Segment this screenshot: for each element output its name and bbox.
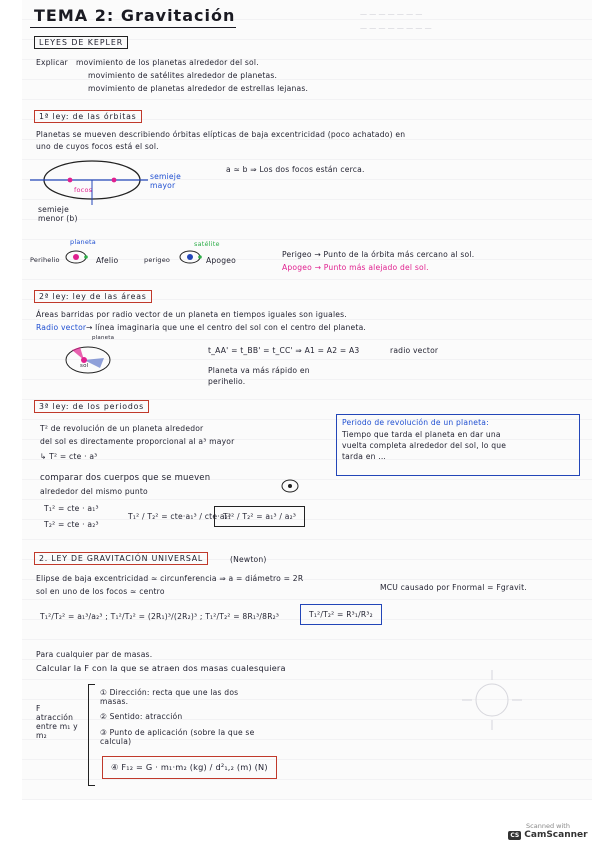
ley1-heading: 1ª ley: de las órbitas	[34, 110, 142, 123]
ley2-equation: t_AA' = t_BB' = t_CC' ⇒ A1 = A2 = A3	[208, 346, 360, 355]
ley2-perihelio: perihelio.	[208, 377, 246, 386]
planeta-label: planeta	[70, 238, 96, 246]
sol-label: sol	[80, 363, 89, 369]
ley3-t2: T₂² = cte · a₂³	[44, 520, 99, 529]
mcu-label: MCU causado por Fnormal = Fgravit.	[380, 583, 527, 592]
semieje-mayor-label: semieje mayor	[150, 172, 181, 190]
explicar-label: Explicar	[36, 58, 68, 67]
radio-vector-note: radio vector	[390, 346, 439, 355]
grav-boxed-result: T₁²/T₂² = R³₁/R³₂	[300, 604, 382, 625]
grav-bracket	[88, 684, 95, 786]
camscanner-name: CamScanner	[524, 830, 588, 840]
ley3-boxed-result: T₁² / T₂² = a₁³ / a₂³	[214, 506, 305, 527]
planeta-small-label: planeta	[92, 335, 115, 341]
grav-item: ③ Punto de aplicación (sobre la que se calcula)	[100, 728, 255, 746]
perigeo-definition: Perigeo → Punto de la órbita más cercano al sol.	[282, 250, 475, 259]
masas-text: Para cualquier par de masas.	[36, 650, 153, 659]
ley3-t1: T₁² = cte · a₁³	[44, 504, 99, 513]
sun-doodle	[452, 660, 532, 740]
periodo-def-line: vuelta completa alrededor del sol, lo que	[342, 441, 507, 450]
gravitation-formula: ④ F₁₂ = G · m₁·m₂ (kg) / d²₁,₂ (m) (N)	[102, 756, 277, 779]
gravitacion-heading: 2. LEY DE GRAVITACIÓN UNIVERSAL	[34, 552, 208, 565]
grav-item: ① Dirección: recta que une las dos masas.	[100, 688, 239, 706]
kepler-heading: LEYES DE KEPLER	[34, 36, 128, 49]
periodo-title: Periodo de revolución de un planeta:	[342, 418, 489, 427]
orbit-sun-icon	[62, 246, 92, 268]
perigeo-label: perigeo	[144, 256, 171, 264]
kepler-item: movimiento de planetas alrededor de estrellas lejanas.	[88, 84, 309, 93]
camscanner-logo	[505, 830, 591, 840]
ley2-text: → línea imaginaria que une el centro del sol con el centro del planeta.	[86, 323, 367, 332]
fatraccion-label: F atracción entre m₁ y m₂	[36, 704, 78, 740]
ley3-text: del sol es directamente proporcional al a³ mayor	[40, 437, 235, 446]
periodo-definition-box	[336, 414, 580, 476]
page-title: TEMA 2: Gravitación	[34, 6, 236, 25]
ley3-equation: ↳ T² = cte · a³	[40, 452, 98, 461]
ley3-comparar: comparar dos cuerpos que se mueven	[40, 473, 211, 483]
apogeo-label: Apogeo	[206, 256, 236, 265]
grav-text: sol en uno de los focos ≃ centro	[36, 587, 165, 596]
ley3-fraction: T₁² / T₂² = cte·a₁³ / cte·a₂³	[128, 512, 232, 521]
grav-equation: T₁²/T₂² = a₁³/a₂³ ; T₁²/T₂² = (2R₁)³/(2R₂)³ ; T₁²/T₂² = 8R₁³/8R₂³	[40, 612, 280, 621]
ley1-text: Planetas se mueven describiendo órbitas elípticas de baja excentricidad (poco achatado) en	[36, 130, 406, 139]
ley2-heading: 2ª ley: ley de las áreas	[34, 290, 152, 303]
apogeo-definition: Apogeo → Punto más alejado del sol.	[282, 263, 429, 272]
ley2-rapido: Planeta va más rápido en	[208, 366, 310, 375]
kepler-item: movimiento de los planetas alrededor del sol.	[76, 58, 259, 67]
ley3-text: T² de revolución de un planeta alrededor	[40, 424, 204, 433]
focos-label: focos	[74, 186, 93, 194]
radio-vector-label: Radio vector	[36, 323, 87, 332]
grav-text: Elipse de baja excentricidad ≃ circunferencia ⇒ a = diámetro = 2R	[36, 574, 304, 583]
semieje-menor-label: semieje menor (b)	[38, 205, 78, 223]
bleed-through-text: — — — — — — —	[360, 10, 423, 18]
cs-icon: CS	[510, 831, 520, 839]
title-underline	[30, 27, 236, 28]
afelio-label: Afelio	[96, 256, 119, 265]
periodo-def-line: tarda en ...	[342, 452, 387, 461]
orbit-doodle-icon	[280, 478, 300, 494]
masas-text: Calcular la F con la que se atraen dos masas cualesquiera	[36, 663, 286, 673]
ley1-text: uno de cuyos focos está el sol.	[36, 142, 159, 151]
newton-label: (Newton)	[230, 555, 267, 564]
bleed-through-text: — — — — — — — —	[360, 24, 432, 32]
orbit-planet-icon	[176, 246, 206, 268]
ley3-heading: 3ª ley: de los periodos	[34, 400, 149, 413]
perihelio-label: Perihelio	[30, 256, 60, 264]
ley2-text: Áreas barridas por radio vector de un planeta en tiempos iguales son iguales.	[36, 310, 347, 319]
scanned-with-label: Scanned with	[526, 822, 570, 830]
periodo-def-line: Tiempo que tarda el planeta en dar una	[342, 430, 501, 439]
ley1-relation: a ≃ b ⇒ Los dos focos están cerca.	[226, 165, 365, 174]
camscanner-badge	[505, 822, 591, 840]
ley3-comparar: alrededor del mismo punto	[40, 487, 148, 496]
grav-item: ② Sentido: atracción	[100, 712, 183, 721]
satelite-label: satélite	[194, 240, 220, 248]
kepler-item: movimiento de satélites alrededor de planetas.	[88, 71, 278, 80]
